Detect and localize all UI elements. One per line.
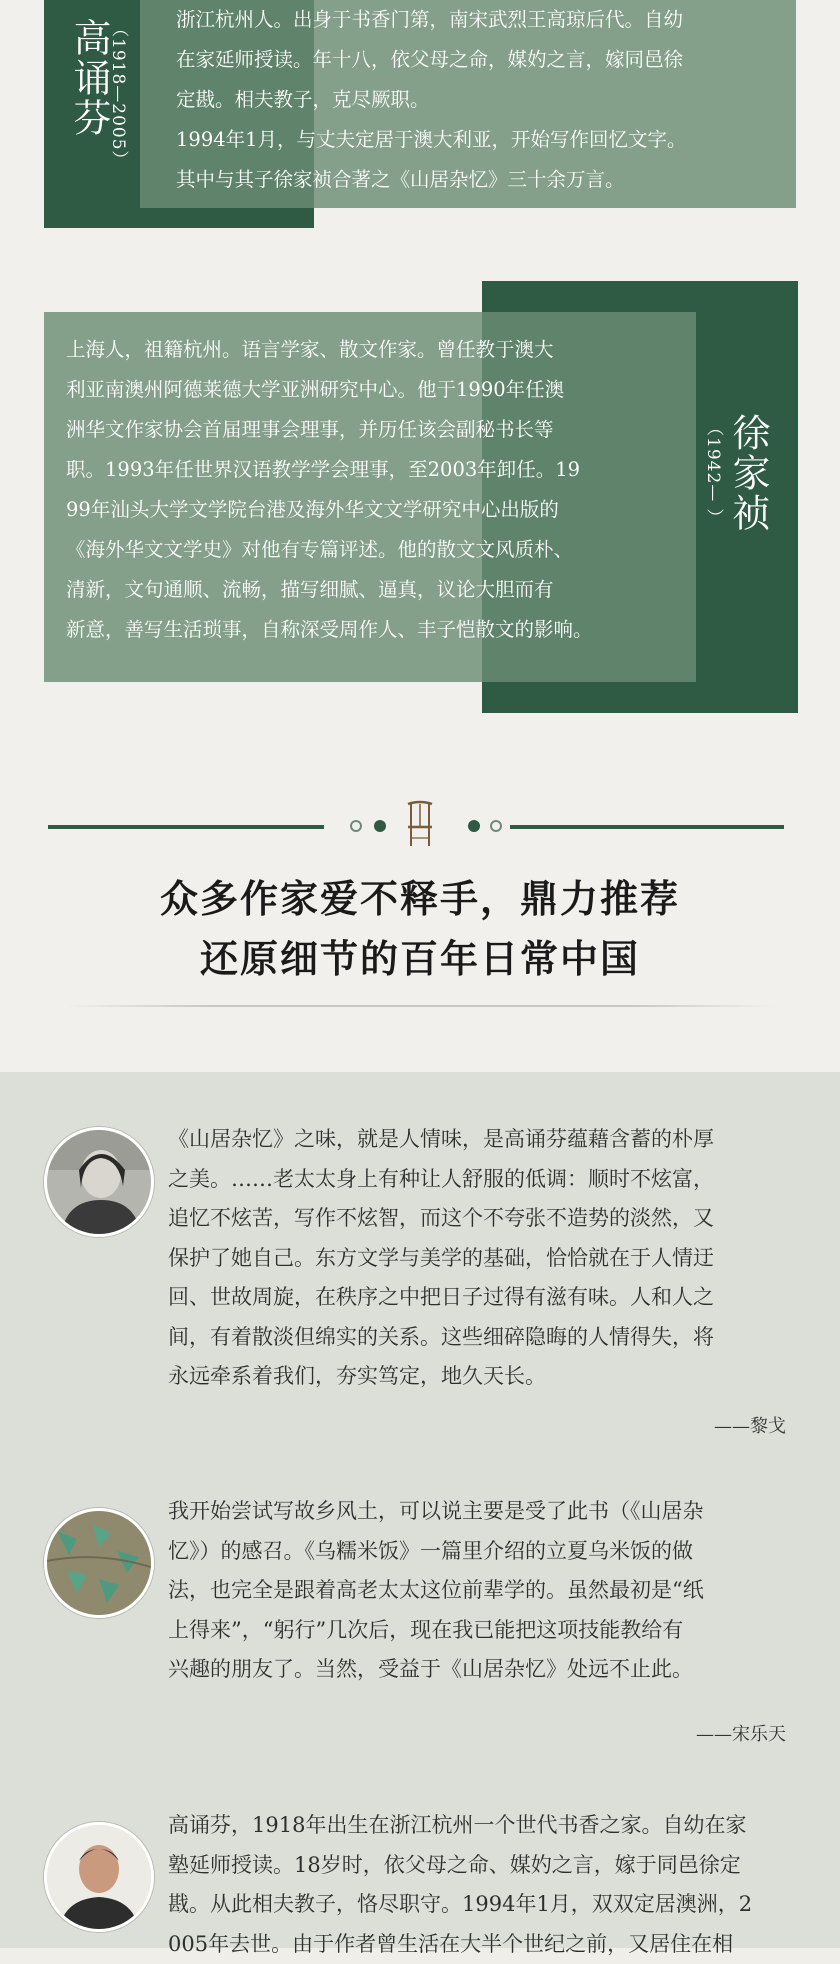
quote-2-text	[168, 1492, 798, 1690]
quote-3-line: 戡。从此相夫教子，恪尽职守。1994年1月，双双定居澳洲，2	[168, 1885, 798, 1925]
bio1-line: 浙江杭州人。出身于书香门第，南宋武烈王高琼后代。自幼	[176, 0, 766, 40]
quote-1-author: ——黎戈	[714, 1412, 786, 1438]
quote-1-line: 追忆不炫苦，写作不炫智，而这个不夸张不造势的淡然，又	[168, 1199, 798, 1239]
quote-1-line: 保护了她自己。东方文学与美学的基础，恰恰就在于人情迂	[168, 1239, 798, 1279]
bio1-years: （1918—2005）	[106, 20, 131, 169]
quote-1-line: 回、世故周旋，在秩序之中把日子过得有滋有味。人和人之	[168, 1278, 798, 1318]
avatar-song-letian	[44, 1508, 154, 1618]
quote-1-line: 《山居杂忆》之味，就是人情味，是高诵芬蕴藉含蓄的朴厚	[168, 1120, 798, 1160]
bio2-line: 洲华文作家协会首届理事会理事，并历任该会副秘书长等	[66, 410, 676, 450]
divider-dot	[374, 820, 386, 832]
divider-dot	[468, 820, 480, 832]
bio2-line: 利亚南澳州阿德莱德大学亚洲研究中心。他于1990年任澳	[66, 370, 676, 410]
quote-2-line: 忆》）的感召。《乌糯米饭》一篇里介绍的立夏乌米饭的做	[168, 1532, 798, 1572]
divider-dot	[350, 820, 362, 832]
avatar-man	[44, 1822, 154, 1932]
bio2-line: 职。1993年任世界汉语教学学会理事，至2003年卸任。19	[66, 450, 676, 490]
quote-1-line: 永远牵系着我们，夯实笃定，地久天长。	[168, 1357, 798, 1397]
quote-1-text	[168, 1120, 798, 1397]
bio2-line: 清新，文句通顺、流畅，描写细腻、逼真，议论大胆而有	[66, 570, 676, 610]
bio1-line: 其中与其子徐家祯合著之《山居杂忆》三十余万言。	[176, 160, 766, 200]
headline-line-2: 还原细节的百年日常中国	[0, 928, 840, 983]
bio2-years: （1942— ）	[701, 419, 726, 527]
quote-3-line: 005年去世。由于作者曾生活在大半个世纪之前，又居住在相	[168, 1925, 798, 1964]
bio1-line: 定戡。相夫教子，克尽厥职。	[176, 80, 766, 120]
chair-icon	[405, 800, 435, 848]
bio2-line: 99年汕头大学文学院台港及海外华文文学研究中心出版的	[66, 490, 676, 530]
divider-dot	[490, 820, 502, 832]
bio1-line: 1994年1月，与丈夫定居于澳大利亚，开始写作回忆文字。	[176, 120, 766, 160]
quote-1-line: 间，有着散淡但绵实的关系。这些细碎隐晦的人情得失，将	[168, 1318, 798, 1358]
quote-3-text	[168, 1806, 798, 1964]
quote-2-line: 法，也完全是跟着高老太太这位前辈学的。虽然最初是“纸	[168, 1571, 798, 1611]
bio2-line: 《海外华文文学史》对他有专篇评述。他的散文文风质朴、	[66, 530, 676, 570]
bio2-text	[44, 312, 696, 682]
quote-2-line: 兴趣的朋友了。当然，受益于《山居杂忆》处远不止此。	[168, 1650, 798, 1690]
divider-line-left	[48, 825, 324, 829]
quote-3-line: 高诵芬，1918年出生在浙江杭州一个世代书香之家。自幼在家	[168, 1806, 798, 1846]
quote-2-line: 我开始尝试写故乡风土，可以说主要是受了此书（《山居杂	[168, 1492, 798, 1532]
avatar-li-ge	[44, 1127, 154, 1237]
quote-2-line: 上得来”，“躬行”几次后，现在我已能把这项技能教给有	[168, 1611, 798, 1651]
headline-line-1: 众多作家爱不释手，鼎力推荐	[0, 868, 840, 923]
bio1-text	[140, 0, 796, 208]
bio2-line: 新意，善写生活琐事，自称深受周作人、丰子恺散文的影响。	[66, 610, 676, 650]
bio1-line: 在家延师授读。年十八，依父母之命，媒妁之言，嫁同邑徐	[176, 40, 766, 80]
bio1-name: 高诵芬	[62, 18, 117, 138]
quote-3-line: 塾延师授读。18岁时，依父母之命、媒妁之言，嫁于同邑徐定	[168, 1846, 798, 1886]
divider-line-right	[510, 825, 784, 829]
quote-1-line: 之美。……老太太身上有种让人舒服的低调：顺时不炫富，	[168, 1160, 798, 1200]
bio2-name: 徐家祯	[721, 413, 776, 533]
quote-2-author: ——宋乐天	[696, 1720, 786, 1746]
section-rule	[65, 1005, 775, 1007]
bio2-line: 上海人，祖籍杭州。语言学家、散文作家。曾任教于澳大	[66, 330, 676, 370]
